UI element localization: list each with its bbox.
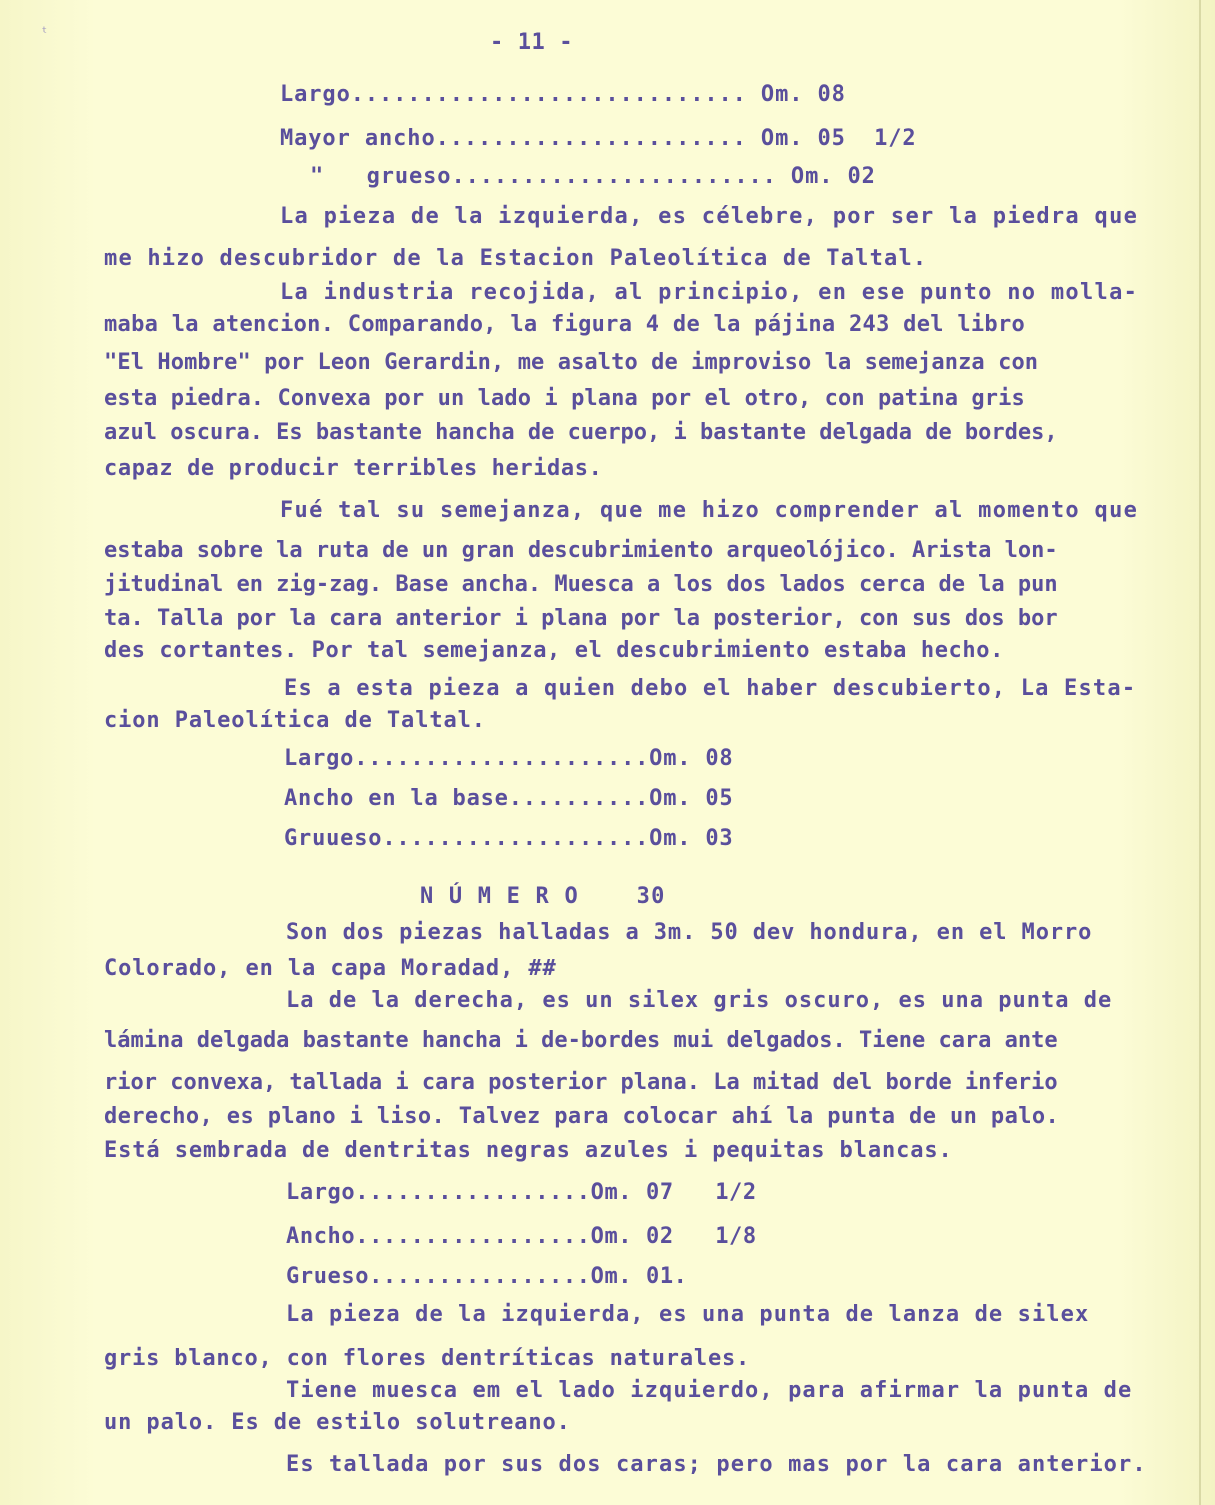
text-line: Tiene muesca em el lado izquierdo, para afirmar la punta de [286, 1378, 1133, 1403]
text-line: me hizo descubridor de la Estacion Paleolítica de Taltal. [104, 246, 928, 271]
page-number: - 11 - [490, 30, 574, 55]
text-line: La pieza de la izquierda, es una punta de lanza de silex [286, 1302, 1090, 1327]
corner-mark: ᵗ [40, 25, 50, 41]
measurement-line: Grueso................Om. 01. [286, 1264, 688, 1289]
text-line: estaba sobre la ruta de un gran descubrimiento arqueolójico. Arista lon- [104, 538, 1058, 563]
text-line: ta. Talla por la cara anterior i plana por la posterior, con sus dos bor [104, 606, 1058, 631]
text-line: La industria recojida, al principio, en ese punto no molla- [280, 280, 1139, 305]
text-line: un palo. Es de estilo solutreano. [104, 1410, 571, 1435]
text-line: Es tallada por sus dos caras; pero mas por la cara anterior. [286, 1452, 1147, 1477]
text-line: cion Paleolítica de Taltal. [104, 708, 486, 733]
measurement-line: Largo............................ Om. 08 [280, 82, 846, 107]
measurement-line: Mayor ancho...................... Om. 05 1/2 [280, 126, 917, 151]
text-line: derecho, es plano i liso. Talvez para colocar ahí la punta de un palo. [104, 1104, 1060, 1129]
text-line: La pieza de la izquierda, es célebre, por ser la piedra que [280, 204, 1139, 229]
measurement-line: Largo.................Om. 07 1/2 [286, 1180, 757, 1205]
measurement-line: " grueso....................... Om. 02 [310, 164, 876, 189]
text-line: maba la atencion. Comparando, la figura 4 de la pájina 243 del libro [104, 312, 1026, 337]
text-line: gris blanco, con flores dentríticas naturales. [104, 1346, 751, 1371]
text-line: Fué tal su semejanza, que me hizo comprender al momento que [280, 498, 1139, 523]
text-line: esta piedra. Convexa por un lado i plana por el otro, con patina gris [104, 386, 1025, 411]
text-line: Colorado, en la capa Moradad, ## [104, 956, 557, 981]
measurement-line: Gruueso...................Om. 03 [284, 826, 734, 851]
text-line: La de la derecha, es un silex gris oscuro, es una punta de [286, 988, 1113, 1013]
text-line: lámina delgada bastante hancha i de-bordes mui delgados. Tiene cara ante [104, 1028, 1058, 1053]
page-edge [1199, 0, 1201, 1505]
text-line: capaz de producir terribles heridas. [104, 456, 603, 481]
text-line: jitudinal en zig-zag. Base ancha. Muesca a los dos lados cerca de la pun [104, 572, 1058, 597]
text-line: Está sembrada de dentritas negras azules i pequitas blancas. [104, 1138, 953, 1163]
text-line: "El Hombre" por Leon Gerardin, me asalto de improviso la semejanza con [104, 350, 1039, 375]
section-heading: N Ú M E R O 30 [420, 884, 666, 909]
text-line: rior convexa, tallada i cara posterior plana. La mitad del borde inferio [104, 1070, 1058, 1095]
measurement-line: Largo.....................Om. 08 [284, 746, 734, 771]
text-line: azul oscura. Es bastante hancha de cuerpo, i bastante delgada de bordes, [104, 420, 1058, 445]
text-line: Son dos piezas halladas a 3m. 50 dev hondura, en el Morro [286, 920, 1093, 945]
measurement-line: Ancho.................Om. 02 1/8 [286, 1224, 757, 1249]
text-line: Es a esta pieza a quien debo el haber descubierto, La Esta- [284, 676, 1137, 701]
text-line: des cortantes. Por tal semejanza, el descubrimiento estaba hecho. [104, 638, 1004, 663]
measurement-line: Ancho en la base..........Om. 05 [284, 786, 734, 811]
